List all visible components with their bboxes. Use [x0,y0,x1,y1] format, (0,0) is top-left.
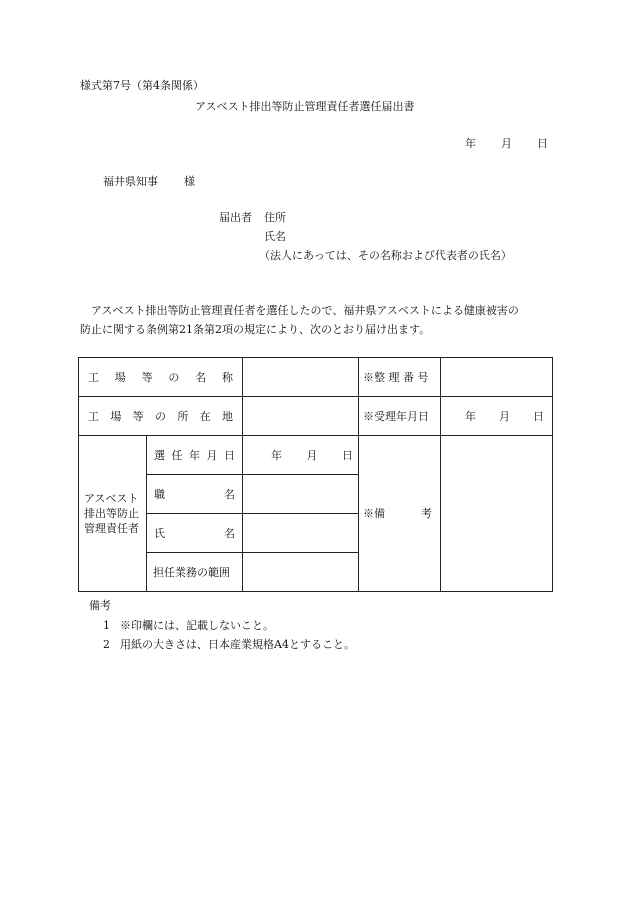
header-date-year: 年 [465,137,476,150]
notifier-note: （法人にあっては、その名称および代表者の氏名） [259,249,512,262]
header-date-day: 日 [537,137,548,150]
addressee-name: 福井県知事 [103,175,158,188]
position-value[interactable] [243,475,359,514]
notifier-name-label: 氏名 [264,230,286,243]
position-label: 職 名 [147,475,243,514]
addressee-suffix: 様 [184,175,195,188]
remarks-value [441,436,553,592]
note-number: 2 [103,638,110,651]
header-date-month: 月 [501,137,512,150]
document-title: アスベスト排出等防止管理責任者選任届出書 [195,100,415,113]
factory-name-label: 工 場 等 の 名 称 [79,358,243,397]
note-text: 用紙の大きさは、日本産業規格A4とすること。 [120,638,355,651]
body-text-line1: アスベスト排出等防止管理責任者を選任したので、福井県アスベストによる健康被害の [91,304,519,317]
form-number: 様式第7号（第4条関係） [80,79,204,92]
appointment-date-value[interactable]: 年 月 日 [243,436,359,475]
notifier-label: 届出者 [219,211,252,224]
duties-value[interactable] [243,553,359,592]
registration-table [78,357,553,592]
duties-label: 担任業務の範囲 [147,553,243,592]
name-value[interactable] [243,514,359,553]
reference-number-label: ※整 理 番 号 [359,358,441,397]
appointment-date-label: 選 任 年 月 日 [147,436,243,475]
notes-heading: 備考 [89,599,111,612]
name-label: 氏 名 [147,514,243,553]
reference-number-value [441,358,553,397]
factory-location-value[interactable] [243,397,359,436]
manager-group-label: アスベスト 排出等防止 管理責任者 [79,436,147,592]
factory-location-label: 工 場 等 の 所 在 地 [79,397,243,436]
note-text: ※印欄には、記載しないこと。 [120,619,274,632]
received-date-label: ※受理年月日 [359,397,441,436]
note-number: 1 [103,619,110,632]
factory-name-value[interactable] [243,358,359,397]
notifier-address-label: 住所 [264,211,286,224]
received-date-value: 年 月 日 [441,397,553,436]
remarks-label: ※備 考 [359,436,441,592]
body-text-line2: 防止に関する条例第21条第2項の規定により、次のとおり届け出ます。 [80,323,431,336]
